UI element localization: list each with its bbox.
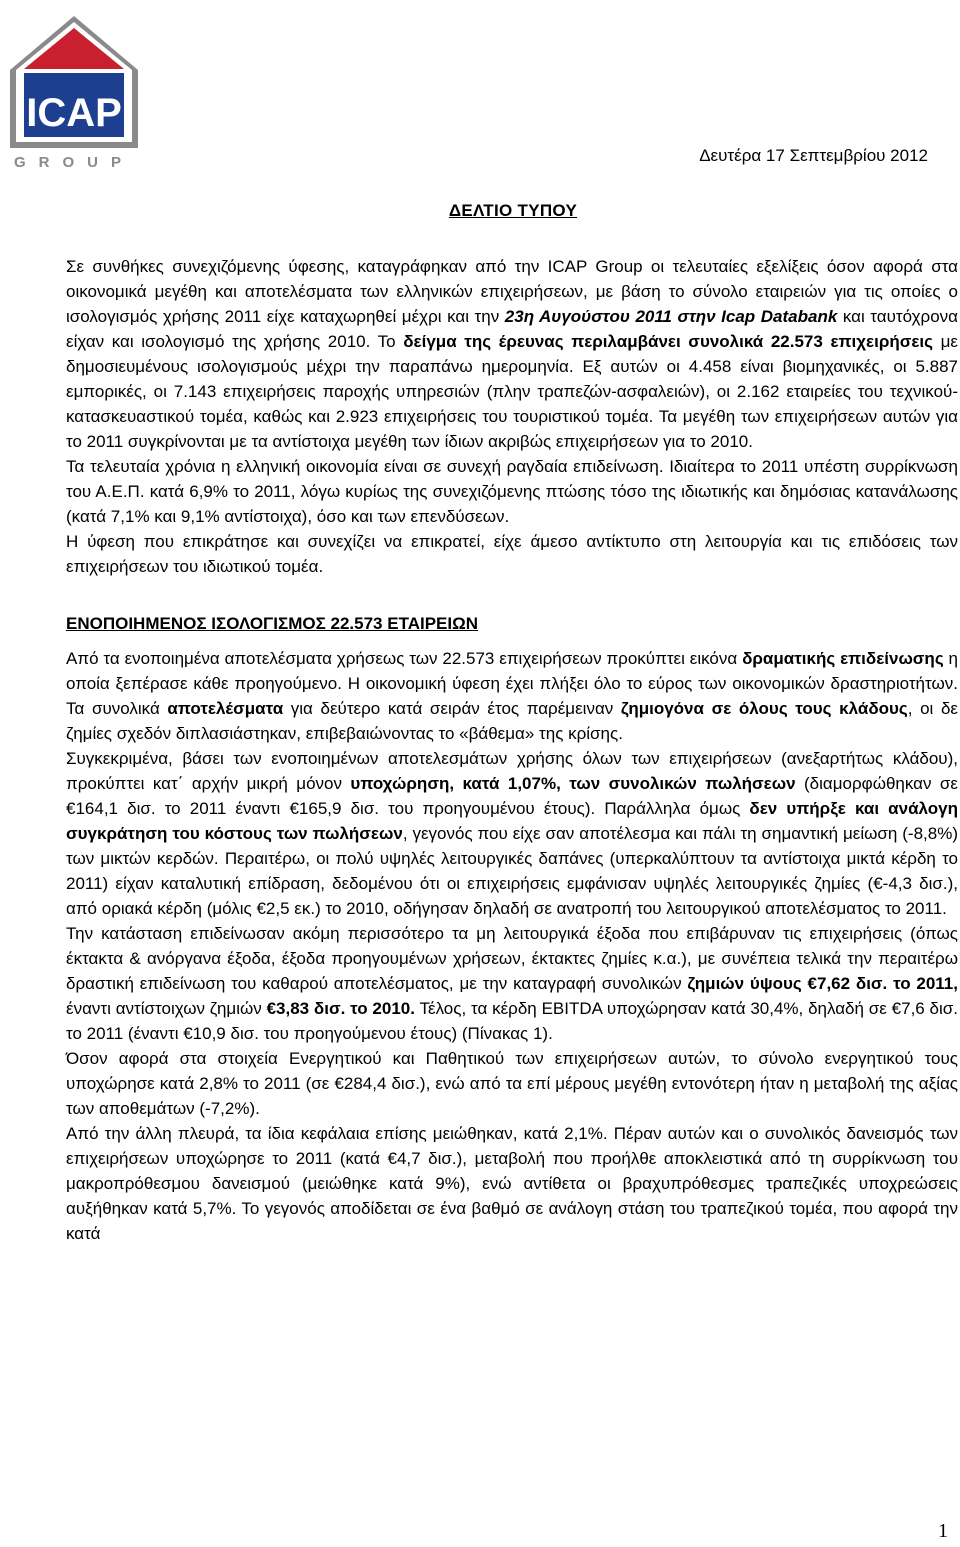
intro-paragraph-1: Σε συνθήκες συνεχιζόμενης ύφεσης, καταγράφηκαν από την ICAP Group οι τελευταίες εξελίξεις όσον αφορά στα οικονομικά μεγέθη και αποτελέσματα των ελληνικών επιχειρήσεων, με βάση το σύνολο εταιρειών για τις οποίες ο ισολογισμός χρήσης 2011 είχε καταχωρηθεί μέχρι και την 23η Αυγούστου 2011 στην Icap Databank και ταυτόχρονα είχαν και ισολογισμό της χρήσης 2010. Το δείγμα της έρευνας περιλαμβάνει συνολικά 22.573 επιχειρήσεις με δημοσιευμένους ισολογισμούς μέχρι την παραπάνω ημερομηνία. Εξ αυτών οι 4.458 είναι βιομηχανικές, οι 5.887 εμπορικές, οι 7.143 επιχειρήσεις παροχής υπηρεσιών (πλην τραπεζών-ασφαλειών), οι 2.162 εταιρείες του τεχνικού-κατασκευαστικού τομέα, καθώς και 2.923 επιχειρήσεις του τουριστικού τομέα. Τα μεγέθη των επιχειρήσεων αυτών για το 2011 συγκρίνονται με τα αντίστοιχα μεγέθη των ίδιων ακριβώς επιχειρήσεων για το 2010.: [66, 257, 958, 451]
icap-group-logo: [10, 12, 138, 172]
logo-sub: GROUP: [13, 154, 135, 171]
section-paragraph-5: Από την άλλη πλευρά, τα ίδια κεφάλαια επίσης μειώθηκαν, κατά 2,1%. Πέραν αυτών και ο συνολικός δανεισμός των επιχειρήσεων υποχώρησε το 2011 (κατά €4,7 δισ.), μεταβολή που προήλθε αποκλειστικά από τη συρρίκνωση του μακροπρόθεσμου δανεισμού (μειώθηκε κατά 9%), ενώ αντίθετα οι βραχυπρόθεσμες τραπεζικές υποχρεώσεις αυξήθηκαν κατά 5,7%. Το γεγονός αποδίδεται σε ένα βαθμό σε ανάλογη στάση του τραπεζικού τομέα, που αφορά την κατά: [66, 1124, 958, 1243]
intro-paragraph-2: Τα τελευταία χρόνια η ελληνική οικονομία είναι σε συνεχή ραγδαία επιδείνωση. Ιδιαίτερα το 2011 υπέστη συρρίκνωση του Α.Ε.Π. κατά 6,9% το 2011, λόγω κυρίως της συνεχιζόμενης πτώσης τόσο της ιδιωτικής και δημόσιας κατανάλωσης (κατά 7,1% και 9,1% αντίστοιχα), όσο και των επενδύσεων.: [66, 457, 958, 526]
logo-graphic: [10, 12, 138, 172]
press-date: Δευτέρα 17 Σεπτεμβρίου 2012: [699, 146, 928, 165]
document-body: [66, 254, 958, 1246]
press-release-title: ΔΕΛΤΙΟ ΤΥΠΟΥ: [448, 201, 578, 220]
section-paragraph-3: Την κατάσταση επιδείνωσαν ακόμη περισσότερο τα μη λειτουργικά έξοδα που επιβάρυναν τις επιχειρήσεις (όπως έκτακτα & ανόργανα έξοδα, έξοδα προηγουμένων χρήσεων, έκτακτες ζημίες κ.α.), με συνέπεια τελικά την περαιτέρω δραστική επιδείνωση του καθαρού αποτελέσματος, με την καταγραφή συνολικών ζημιών ύψους €7,62 δισ. το 2011, έναντι αντίστοιχων ζημιών €3,83 δισ. το 2010. Τέλος, τα κέρδη EBITDA υποχώρησαν κατά 30,4%, δηλαδή σε €7,6 δισ. το 2011 (έναντι €10,9 δισ. του προηγούμενου έτους) (Πίνακας 1).: [66, 924, 959, 1043]
section-heading: ΕΝΟΠΟΙΗΜΕΝΟΣ ΙΣΟΛΟΓΙΣΜΟΣ 22.573 ΕΤΑΙΡΕΙΩΝ: [66, 614, 479, 633]
page-number: 1: [938, 1520, 948, 1542]
section-paragraph-4: Όσον αφορά στα στοιχεία Ενεργητικού και Παθητικού των επιχειρήσεων αυτών, το σύνολο ενεργητικού τους υποχώρησε κατά 2,8% το 2011 (σε €284,4 δισ.), ενώ από τα επί μέρους μεγέθη εντονότερη ήταν η μεταβολή της αξίας των αποθεμάτων (-7,2%).: [66, 1049, 958, 1118]
section-paragraph-2: Συγκεκριμένα, βάσει των ενοποιημένων αποτελεσμάτων χρήσης όλων των επιχειρήσεων (ανεξαρτήτως κλάδου), προκύπτει κατ΄ αρχήν μικρή μόνον υποχώρηση, κατά 1,07%, των συνολικών πωλήσεων (διαμορφώθηκαν σε €164,1 δισ. το 2011 έναντι €165,9 δισ. του προηγουμένου έτους). Παράλληλα όμως δεν υπήρξε και ανάλογη συγκράτηση του κόστους των πωλήσεων, γεγονός που είχε σαν αποτέλεσμα και πάλι τη σημαντική μείωση (-8,8%) των μικτών κερδών. Περαιτέρω, οι πολύ υψηλές λειτουργικές δαπάνες (υπερκαλύπτουν τα αντίστοιχα μικτά κέρδη το 2011) είχαν καταλυτική επίδραση, δεδομένου ότι οι επιχειρήσεις εμφάνισαν υψηλές λειτουργικές ζημίες (€-4,3 δισ.), από οριακά κέρδη (μόλις €2,5 εκ.) το 2010, οδήγησαν δηλαδή σε ανατροπή του λειτουργικού αποτελέσματος το 2011.: [66, 749, 959, 918]
section-paragraph-1: Από τα ενοποιημένα αποτελέσματα χρήσεως των 22.573 επιχειρήσεων προκύπτει εικόνα δραματικής επιδείνωσης η οποία ξεπέρασε κάθε προηγούμενο. Η οικονομική ύφεση έχει πλήξει όλο το εύρος των οικονομικών δραστηριοτήτων. Τα συνολικά αποτελέσματα για δεύτερο κατά σειράν έτος παρέμειναν ζημιογόνα σε όλους τους κλάδους, οι δε ζημίες σχεδόν διπλασιάστηκαν, επιβεβαιώνοντας το «βάθεμα» της κρίσης.: [66, 649, 958, 743]
logo-brand: ICAP: [26, 91, 122, 135]
intro-paragraph-3: Η ύφεση που επικράτησε και συνεχίζει να επικρατεί, είχε άμεσο αντίκτυπο στη λειτουργία και τις επιδόσεις των επιχειρήσεων του ιδιωτικού τομέα.: [66, 532, 958, 576]
